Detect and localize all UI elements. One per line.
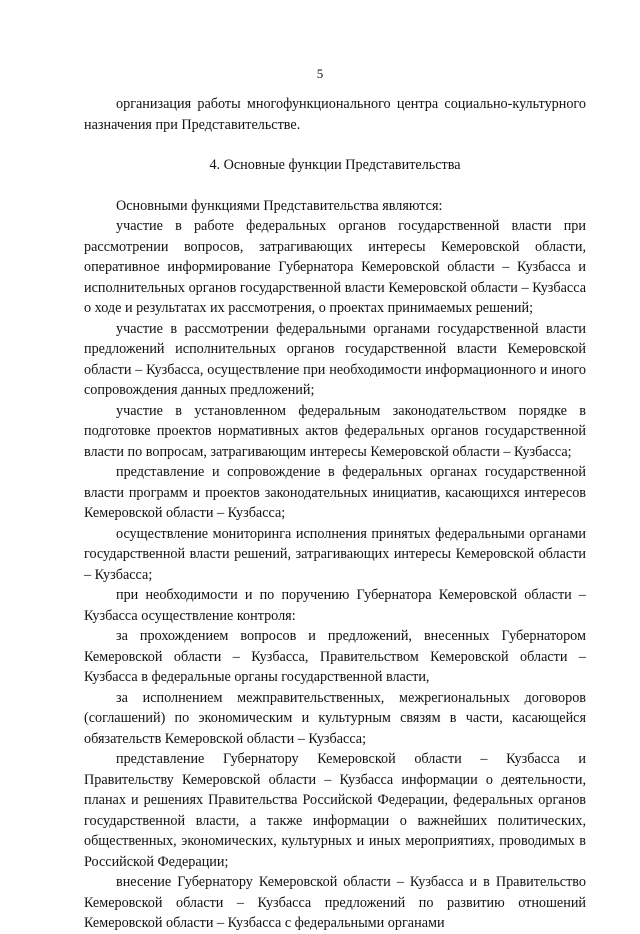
paragraph: организация работы многофункционального центра социально-культурного назначения при Представительстве. xyxy=(84,96,586,133)
paragraph: внесение Губернатору Кемеровской области – Кузбасса и в Правительство Кемеровской области – Кузбасса предложений по развитию отношений Кемеровской области – Кузбасса с федеральными органами xyxy=(84,874,586,931)
paragraph: при необходимости и по поручению Губернатора Кемеровской области – Кузбасса осуществление контроля: xyxy=(84,587,586,624)
paragraph: за исполнением межправительственных, межрегиональных договоров (соглашений) по экономическим и культурным связям в части, касающейся обязательств Кемеровской области – Кузбасса; xyxy=(84,689,586,747)
paragraph: представление и сопровождение в федеральных органах государственной власти программ и проектов законодательных инициатив, касающихся интересов Кемеровской области – Кузбасса; xyxy=(84,464,586,521)
section-heading: 4. Основные функции Представительства xyxy=(209,157,461,173)
page-content xyxy=(84,94,586,934)
paragraph: за прохождением вопросов и предложений, внесенных Губернатором Кемеровской области – Кузбасса, Правительством Кемеровской области – Кузбасса в федеральные органы государственной власти, xyxy=(84,628,586,685)
page-number: 5 xyxy=(316,66,324,81)
paragraph: Основными функциями Представительства являются: xyxy=(116,197,443,214)
paragraph: осуществление мониторинга исполнения принятых федеральными органами государственной власти решений, затрагивающих интересы Кемеровской области – Кузбасса; xyxy=(84,525,586,583)
paragraph: участие в работе федеральных органов государственной власти при рассмотрении вопросов, затрагивающих интересы Кемеровской области, оперативное информирование Губернатора Кемеровской области – Кузбасса и исполнительных органов государственной власти Кемеровской области – Кузбасса о ходе и результатах их рассмотрения, о проектах принимаемых решений; xyxy=(84,218,586,316)
paragraph: участие в установленном федеральным законодательством порядке в подготовке проектов нормативных актов федеральных органов государственной власти по вопросам, затрагивающим интересы Кемеровской области – Кузбасса; xyxy=(84,402,586,460)
paragraph: представление Губернатору Кемеровской области – Кузбасса и Правительству Кемеровской области – Кузбасса информации о деятельности, планах и решениях Правительства Российской Федерации, федеральных органов государственной власти, а также информации о важнейших политических, общественных, экономических, культурных и иных мероприятиях, проводимых в Российской Федерации; xyxy=(84,751,586,870)
paragraph: участие в рассмотрении федеральными органами государственной власти предложений исполнительных органов государственной власти Кемеровской области – Кузбасса, осуществление при необходимости информационного и иного сопровождения данных предложений; xyxy=(84,320,586,398)
